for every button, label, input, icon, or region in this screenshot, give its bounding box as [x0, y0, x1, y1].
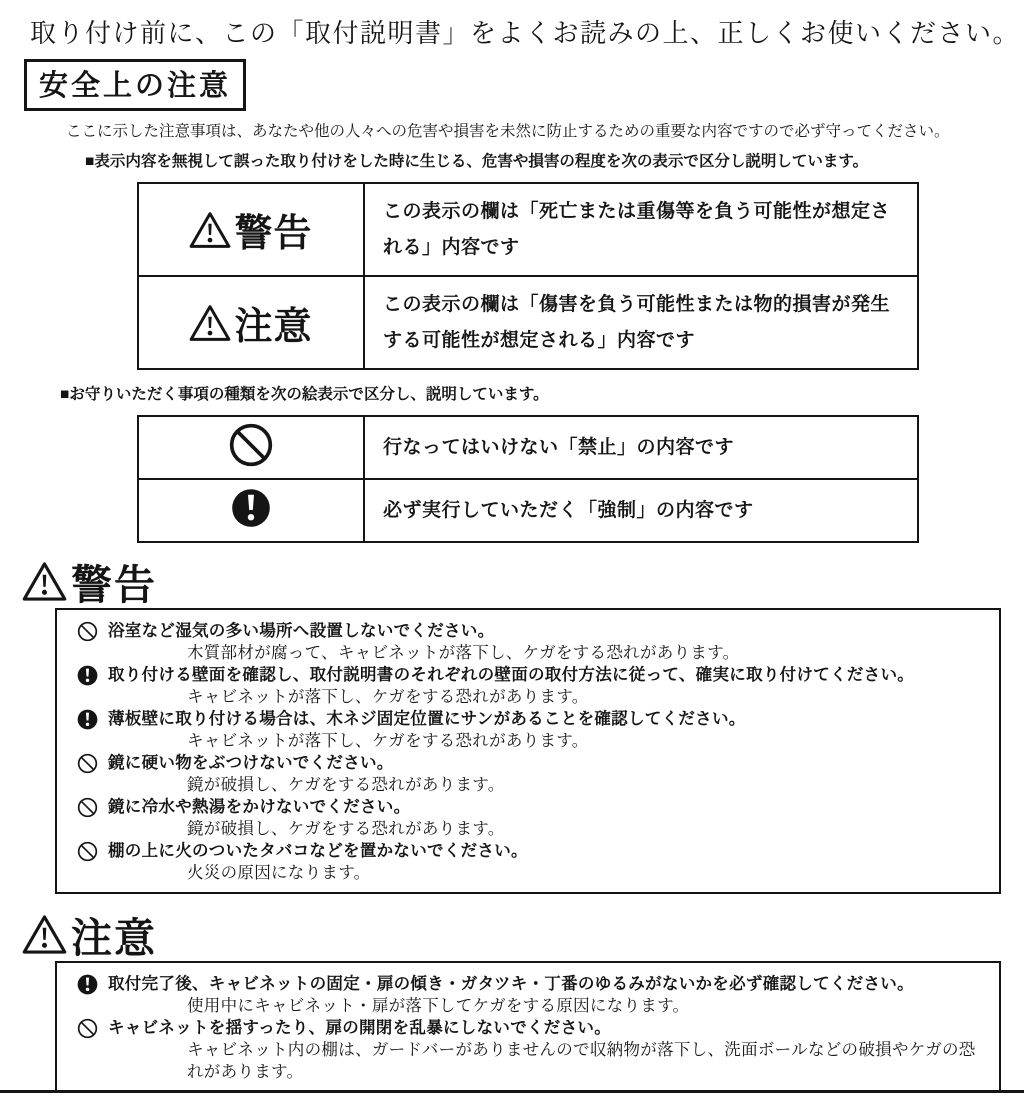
- list-item: [69, 752, 987, 796]
- mandatory-icon: [77, 974, 98, 995]
- list-item: [69, 840, 987, 884]
- warning-heading-text: 警告: [71, 561, 157, 608]
- list-item: [69, 664, 987, 708]
- severity-description: この表示の欄は「傷害を負う可能性または物的損害が発生する可能性が想定される」内容です: [364, 276, 918, 369]
- mandatory-icon: [77, 709, 98, 730]
- intro-paragraph: ここに示した注意事項は、あなたや他の人々への危害や損害を未然に防止するための重要な内容ですので必ず守ってください。: [66, 123, 950, 140]
- prohibition-icon: [77, 1018, 98, 1039]
- item-description: キャビネットが落下し、ケガをする恐れがあります。: [187, 688, 589, 707]
- caution-section-heading: [22, 910, 1024, 961]
- warning-triangle-icon: [189, 211, 231, 249]
- item-description: 使用中にキャビネット・扉が落下してケガをする原因になります。: [187, 997, 690, 1016]
- symbol-description: 必ず実行していただく「強制」の内容です: [364, 479, 918, 542]
- caution-items-box: [55, 961, 1001, 1093]
- list-item: [69, 973, 987, 1017]
- warning-triangle-icon: [22, 914, 67, 955]
- list-item: [69, 708, 987, 752]
- warning-section-heading: [22, 557, 1024, 608]
- severity-description: この表示の欄は「死亡または重傷等を負う可能性が想定される」内容です: [364, 183, 918, 276]
- caution-heading-text: 注意: [71, 914, 157, 961]
- prohibition-icon: [77, 841, 98, 862]
- item-description: キャビネットが落下し、ケガをする恐れがあります。: [187, 732, 589, 751]
- table-row: [138, 416, 918, 479]
- item-description: 鏡が破損し、ケガをする恐れがあります。: [187, 820, 505, 839]
- severity-label-text: 注意: [234, 306, 313, 349]
- warning-triangle-icon: [22, 561, 67, 602]
- item-title-text: 鏡に硬い物をぶつけないでください。: [108, 754, 394, 773]
- severity-table: [137, 182, 919, 370]
- item-description: キャビネット内の棚は、ガードバーがありませんので収納物が落下し、洗面ボールなどの破損やケガの恐れがあります。: [187, 1041, 976, 1082]
- item-title-text: 薄板壁に取り付ける場合は、木ネジ固定位置にサンがあることを確認してください。: [108, 710, 746, 729]
- prohibition-icon: [77, 797, 98, 818]
- table-row: [138, 479, 918, 542]
- prohibition-icon: [77, 753, 98, 774]
- safety-section-title: 安全上の注意: [24, 59, 246, 111]
- warning-items-box: [55, 608, 1001, 894]
- mandatory-icon: [77, 665, 98, 686]
- warning-label: [189, 202, 312, 257]
- list-item: [69, 620, 987, 664]
- list-item: [69, 1017, 987, 1083]
- severity-note: ■表示内容を無視して誤った取り付けをした時に生じる、危害や損害の程度を次の表示で区分し説明しています。: [85, 153, 869, 171]
- item-description: 火災の原因になります。: [187, 864, 371, 883]
- item-title-text: 棚の上に火のついたタバコなどを置かないでください。: [108, 842, 528, 861]
- mandatory-icon: [231, 488, 271, 528]
- symbol-note: ■お守りいただく事項の種類を次の絵表示で区分し、説明しています。: [60, 386, 549, 404]
- prohibition-icon: [228, 422, 274, 468]
- page-bottom-divider: [0, 1090, 1024, 1093]
- item-title-text: 取り付ける壁面を確認し、取付説明書のそれぞれの壁面の取付方法に従って、確実に取り付けてください。: [108, 666, 915, 685]
- list-item: [69, 796, 987, 840]
- item-description: 鏡が破損し、ケガをする恐れがあります。: [187, 776, 505, 795]
- table-row: [138, 183, 918, 276]
- caution-label: [189, 295, 312, 350]
- item-title-text: 鏡に冷水や熱湯をかけないでください。: [108, 798, 411, 817]
- prohibition-icon: [77, 621, 98, 642]
- top-notice: 取り付け前に、この「取付説明書」をよくお読みの上、正しくお使いください。: [30, 19, 1021, 48]
- symbol-table: [137, 415, 919, 543]
- item-title-text: キャビネットを揺すったり、扉の開閉を乱暴にしないでください。: [108, 1019, 612, 1038]
- safety-instructions-page: [0, 13, 1024, 1099]
- item-title-text: 取付完了後、キャビネットの固定・扉の傾き・ガタツキ・丁番のゆるみがないかを必ず確認してください。: [108, 975, 914, 994]
- warning-triangle-icon: [189, 304, 231, 342]
- item-title-text: 浴室など湿気の多い場所へ設置しないでください。: [108, 622, 495, 641]
- item-description: 木質部材が腐って、キャビネットが落下し、ケガをする恐れがあります。: [187, 644, 740, 663]
- symbol-description: 行なってはいけない「禁止」の内容です: [364, 416, 918, 479]
- severity-label-text: 警告: [234, 213, 313, 256]
- table-row: [138, 276, 918, 369]
